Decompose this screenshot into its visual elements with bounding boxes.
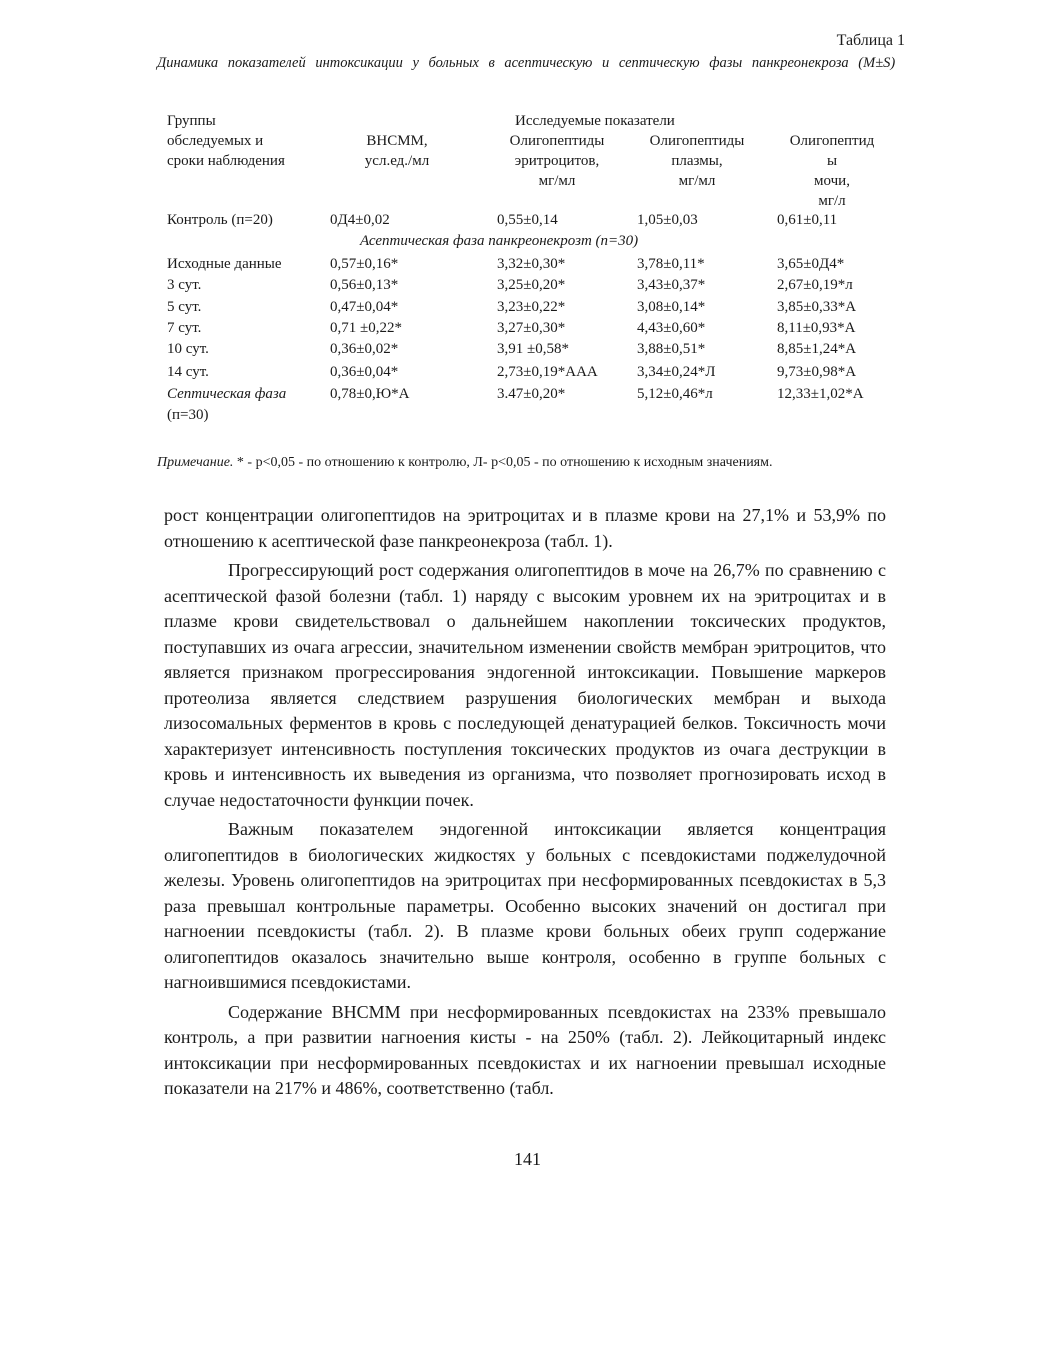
- table-note: [157, 452, 897, 473]
- paragraph: рост концентрации олигопептидов на эритроцитах и в плазме крови на 27,1% и 53,9% по отношению к асептической фазе панкреонекроза (табл. 1).: [164, 505, 886, 551]
- header-line: ы: [826, 153, 838, 169]
- header-line: Олигопептиды: [649, 133, 745, 149]
- header-line: мочи,: [814, 173, 850, 189]
- body-text: [164, 503, 886, 1106]
- cell-oligo-urine: 3,65±0Д4*: [777, 256, 845, 272]
- paragraph: Прогрессирующий рост содержания олигопептидов в моче на 26,7% по сравнению с асептической фазой болезни (табл. 1) наряду с высоким уровнем их на эритроцитах и в плазме крови свидетельствовал о дальнейшем накоплении токсических продуктов, поступавших из очага агрессии, значительном изменении свойств мембран эритроцитов, что является признаком прогрессирования эндогенной интоксикации. Повышение маркеров протеолиза является следствием разрушения биологических мембран и выхода лизосомальных ферментов в кровь с последующей денатурацией белков. Токсичность мочи характеризует интенсивность поступления токсических продуктов из очага деструкции в кровь и интенсивность их выведения из организма, что позволяет прогнозировать исход в случае недостаточности функции почек.: [164, 560, 886, 810]
- table-number-label: Таблица 1: [836, 32, 905, 49]
- cell-oligo-urine: 12,33±1,02*А: [777, 386, 864, 402]
- cell-oligo-erythrocytes: 3,91 ±0,58*: [497, 341, 569, 357]
- header-groups: [167, 111, 327, 171]
- header-line: усл.ед./мл: [364, 153, 430, 169]
- table-row-control: [0, 212, 1055, 234]
- table-row-septic: [0, 386, 1055, 408]
- cell-vnsmm: 0,36±0,04*: [330, 364, 399, 380]
- cell-oligo-plasma: 3,88±0,51*: [637, 341, 706, 357]
- cell-oligo-urine: 8,85±1,24*А: [777, 341, 857, 357]
- note-text: * - р<0,05 - по отношению к контролю, Л- р<0,05 - по отношению к исходным значениям.: [233, 455, 773, 470]
- header-vnsmm: [342, 131, 452, 171]
- cell-group: 3 сут.: [167, 277, 202, 293]
- table-row: [0, 341, 1055, 363]
- cell-vnsmm: 0,56±0,13*: [330, 277, 399, 293]
- header-line: мг/л: [818, 193, 846, 209]
- cell-oligo-urine: 2,67±0,19*л: [777, 277, 853, 293]
- cell-oligo-plasma: 4,43±0,60*: [637, 320, 706, 336]
- cell-oligo-plasma: 3,08±0,14*: [637, 299, 706, 315]
- cell-vnsmm: 0,71 ±0,22*: [330, 320, 402, 336]
- cell-oligo-erythrocytes: 0,55±0,14: [497, 212, 558, 228]
- septic-group-size: (п=30): [167, 407, 209, 423]
- cell-group: Контроль (п=20): [167, 212, 273, 228]
- cell-oligo-plasma: 3,43±0,37*: [637, 277, 706, 293]
- cell-oligo-erythrocytes: 2,73±0,19*ААА: [497, 364, 598, 380]
- cell-oligo-erythrocytes: 3,25±0,20*: [497, 277, 566, 293]
- cell-oligo-plasma: 3,34±0,24*Л: [637, 364, 716, 380]
- header-oligo-urine: [772, 131, 892, 211]
- header-line: сроки наблюдения: [167, 153, 285, 169]
- cell-oligo-urine: 0,61±0,11: [777, 212, 838, 228]
- header-indicators: Исследуемые показатели: [515, 113, 675, 129]
- header-line: эритроцитов,: [514, 153, 600, 169]
- cell-oligo-plasma: 5,12±0,46*л: [637, 386, 713, 402]
- header-line: Группы: [167, 113, 216, 129]
- cell-oligo-urine: 8,11±0,93*А: [777, 320, 856, 336]
- cell-oligo-plasma: 3,78±0,11*: [637, 256, 705, 272]
- paragraph: Содержание ВНСММ при несформированных псевдокистах на 233% превышало контроль, а при развитии нагноения кисты - на 250% (табл. 2). Лейкоцитарный индекс интоксикации при несформированных псевдокистах и их нагноении превышал исходные показатели на 217% и 486%, соответственно (табл.: [164, 1001, 886, 1098]
- cell-vnsmm: 0,78±0,Ю*А: [330, 386, 410, 402]
- cell-oligo-urine: 3,85±0,33*А: [777, 299, 857, 315]
- header-line: плазмы,: [671, 153, 723, 169]
- note-label: Примечание.: [157, 455, 234, 470]
- table-row: [0, 320, 1055, 342]
- header-line: Олигопептиды: [509, 133, 605, 149]
- cell-group: Исходные данные: [167, 256, 282, 272]
- aseptic-phase-label: Асептическая фаза панкреонекрозт (п=30): [360, 233, 639, 249]
- paragraph: Важным показателем эндогенной интоксикации является концентрация олигопептидов в биологических жидкостях у больных с псевдокистами поджелудочной железы. Уровень олигопептидов на эритроцитах при несформированных псевдокистах в 5,3 раза превышал контрольные параметры. Особенно высоких значений он достигал при нагноении псевдокисты (табл. 2). В плазме крови больных обеих групп содержание олигопептидов оказалось значительно выше контроля, особенно в группе больных с нагноившимися псевдокистами.: [164, 819, 886, 992]
- cell-vnsmm: 0,47±0,04*: [330, 299, 399, 315]
- table-row: [0, 277, 1055, 299]
- cell-oligo-erythrocytes: 3,32±0,30*: [497, 256, 566, 272]
- cell-group: 5 сут.: [167, 299, 202, 315]
- page-number: 141: [514, 1149, 541, 1169]
- cell-group: 14 сут.: [167, 364, 209, 380]
- table-row: [0, 256, 1055, 278]
- cell-group: 7 сут.: [167, 320, 202, 336]
- cell-oligo-plasma: 1,05±0,03: [637, 212, 698, 228]
- table-row: [0, 299, 1055, 321]
- header-oligo-erythrocytes: [488, 131, 626, 191]
- cell-oligo-urine: 9,73±0,98*А: [777, 364, 857, 380]
- table-row: [0, 364, 1055, 386]
- cell-vnsmm: 0,36±0,02*: [330, 341, 399, 357]
- header-line: мг/мл: [678, 173, 716, 189]
- header-oligo-plasma: [632, 131, 762, 191]
- table-caption: Динамика показателей интоксикации у больных в асептическую и септическую фазы панкреонекроза (M±S): [157, 55, 896, 71]
- cell-group: 10 сут.: [167, 341, 209, 357]
- header-line: обследуемых и: [167, 133, 264, 149]
- cell-vnsmm: 0,57±0,16*: [330, 256, 399, 272]
- header-line: ВНСММ,: [366, 133, 428, 149]
- cell-oligo-erythrocytes: 3.47±0,20*: [497, 386, 566, 402]
- cell-oligo-erythrocytes: 3,27±0,30*: [497, 320, 566, 336]
- cell-vnsmm: 0Д4±0,02: [330, 212, 390, 228]
- cell-oligo-erythrocytes: 3,23±0,22*: [497, 299, 566, 315]
- header-line: Олигопептид: [789, 133, 875, 149]
- cell-group: Септическая фаза: [167, 386, 287, 402]
- header-line: мг/мл: [538, 173, 576, 189]
